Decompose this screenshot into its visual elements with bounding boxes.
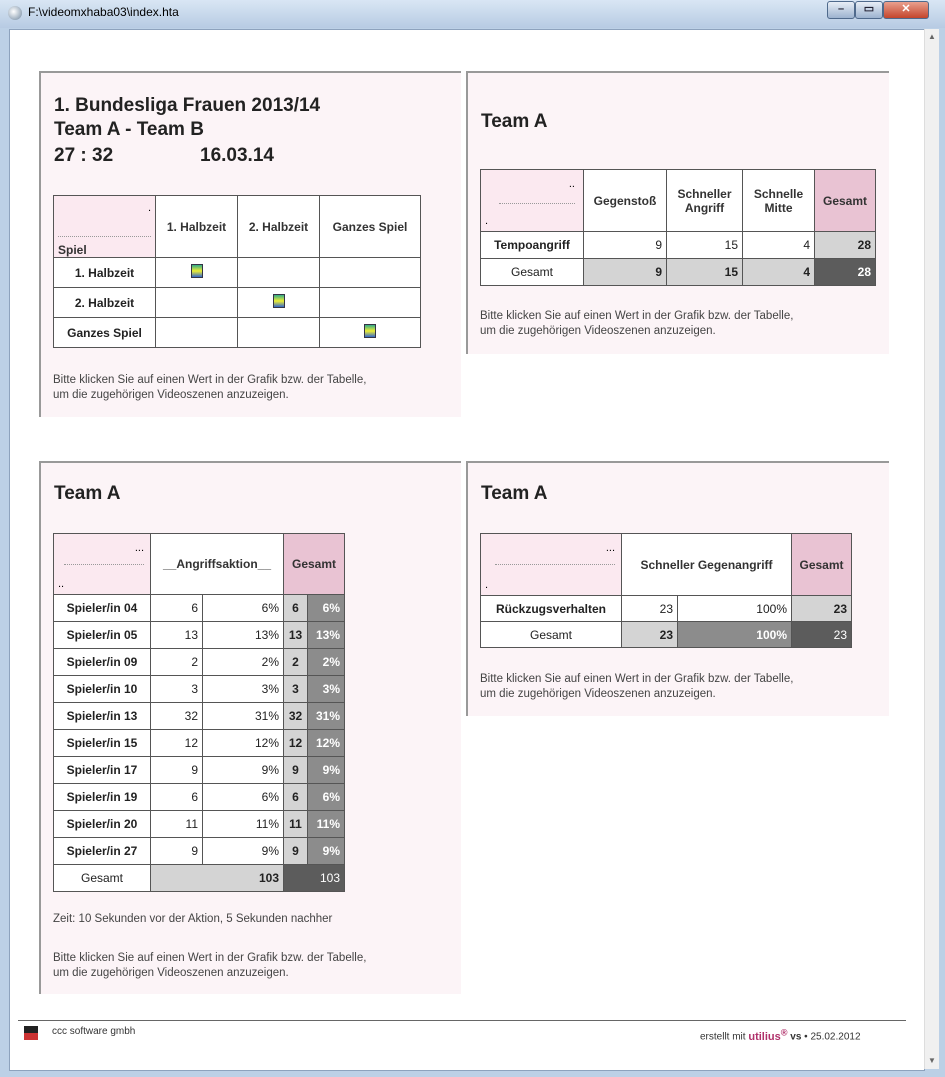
value-cell[interactable]: 3 xyxy=(151,676,203,703)
total-percent-cell[interactable]: 13% xyxy=(308,622,345,649)
table-row xyxy=(54,622,345,649)
app-icon xyxy=(8,6,22,20)
time-note: Zeit: 10 Sekunden vor der Aktion, 5 Sekunden nachher xyxy=(53,913,333,925)
value-cell[interactable]: 32 xyxy=(151,703,203,730)
total-cell[interactable]: 9 xyxy=(284,838,308,865)
grand-total-cell[interactable]: 103 xyxy=(284,865,345,892)
video-cell[interactable] xyxy=(320,318,421,348)
panel-title: Team A xyxy=(481,483,548,504)
row-label: Spieler/in 27 xyxy=(54,838,151,865)
row-label: Rückzugsverhalten xyxy=(481,596,622,622)
total-percent-cell[interactable]: 9% xyxy=(308,838,345,865)
hint-text: Bitte klicken Sie auf einen Wert in der Grafik bzw. der Tabelle, um die zugehörigen Videoszenen anzuzeigen. xyxy=(480,673,794,700)
table-row xyxy=(54,730,345,757)
gegenangriff-table xyxy=(480,533,852,648)
total-row-label: Gesamt xyxy=(481,259,584,286)
row-label: Spieler/in 04 xyxy=(54,595,151,622)
row-label: Spieler/in 10 xyxy=(54,676,151,703)
total-row-label: Gesamt xyxy=(481,622,622,648)
total-cell[interactable]: 12 xyxy=(284,730,308,757)
total-cell[interactable]: 4 xyxy=(743,259,815,286)
hint-text: Bitte klicken Sie auf einen Wert in der Grafik bzw. der Tabelle, um die zugehörigen Videoszenen anzuzeigen. xyxy=(53,952,367,979)
total-cell[interactable]: 32 xyxy=(284,703,308,730)
percent-cell[interactable]: 6% xyxy=(203,595,284,622)
video-cell[interactable] xyxy=(156,258,238,288)
total-cell[interactable]: 2 xyxy=(284,649,308,676)
title-bar[interactable] xyxy=(0,0,945,28)
table-row xyxy=(54,676,345,703)
match-teams: Team A - Team B xyxy=(54,119,204,140)
percent-cell[interactable]: 3% xyxy=(203,676,284,703)
value-cell[interactable]: 6 xyxy=(151,595,203,622)
row-label: Spieler/in 17 xyxy=(54,757,151,784)
total-row-label: Gesamt xyxy=(54,865,151,892)
table-row xyxy=(54,703,345,730)
column-header: Schnelle Mitte xyxy=(743,170,815,232)
tempoangriff-panel xyxy=(466,71,889,354)
value-cell[interactable]: 23 xyxy=(622,596,678,622)
total-percent-cell[interactable]: 2% xyxy=(308,649,345,676)
percent-cell[interactable]: 9% xyxy=(203,838,284,865)
maximize-button[interactable]: ▭ xyxy=(855,1,883,19)
angriffsaktion-table xyxy=(53,533,345,892)
total-percent-cell[interactable]: 6% xyxy=(308,784,345,811)
total-cell[interactable]: 103 xyxy=(151,865,284,892)
percent-cell[interactable]: 100% xyxy=(678,596,792,622)
total-cell[interactable]: 28 xyxy=(815,232,876,259)
value-cell[interactable]: 6 xyxy=(151,784,203,811)
value-cell[interactable]: 11 xyxy=(151,811,203,838)
table-row xyxy=(54,784,345,811)
total-percent-cell[interactable]: 11% xyxy=(308,811,345,838)
column-header: 1. Halbzeit xyxy=(156,196,238,258)
scroll-up-icon[interactable]: ▲ xyxy=(928,32,936,41)
table-row xyxy=(54,649,345,676)
empty-cell xyxy=(238,258,320,288)
video-icon[interactable] xyxy=(273,294,285,308)
total-column-header: Gesamt xyxy=(815,170,876,232)
grand-total-cell[interactable]: 28 xyxy=(815,259,876,286)
tempoangriff-table xyxy=(480,169,876,286)
total-row xyxy=(54,865,345,892)
percent-cell[interactable]: 13% xyxy=(203,622,284,649)
row-label: 2. Halbzeit xyxy=(54,288,156,318)
table-corner: .. . xyxy=(481,170,584,232)
match-date: 16.03.14 xyxy=(200,145,274,166)
total-cell[interactable]: 23 xyxy=(622,622,678,648)
match-overview-panel xyxy=(39,71,461,417)
total-cell[interactable]: 15 xyxy=(667,259,743,286)
percent-cell[interactable]: 31% xyxy=(203,703,284,730)
video-cell[interactable] xyxy=(238,288,320,318)
window-title: F:\videomxhaba03\index.hta xyxy=(28,5,179,19)
row-label: Spieler/in 15 xyxy=(54,730,151,757)
value-cell[interactable]: 12 xyxy=(151,730,203,757)
total-column-header: Gesamt xyxy=(792,534,852,596)
vertical-scrollbar[interactable] xyxy=(924,29,939,1069)
league-title: 1. Bundesliga Frauen 2013/14 xyxy=(54,95,321,116)
row-label: 1. Halbzeit xyxy=(54,258,156,288)
empty-cell xyxy=(320,288,421,318)
table-row xyxy=(54,811,345,838)
row-label: Spieler/in 09 xyxy=(54,649,151,676)
brand-name[interactable]: utilius® xyxy=(748,1027,788,1043)
value-cell[interactable]: 9 xyxy=(151,757,203,784)
footer-divider xyxy=(18,1020,906,1021)
column-header: 2. Halbzeit xyxy=(238,196,320,258)
total-cell[interactable]: 9 xyxy=(584,259,667,286)
row-label: Spieler/in 05 xyxy=(54,622,151,649)
percent-cell[interactable]: 11% xyxy=(203,811,284,838)
total-cell[interactable]: 6 xyxy=(284,784,308,811)
column-header: Schneller Gegenangriff xyxy=(622,534,792,596)
total-percent-cell[interactable]: 12% xyxy=(308,730,345,757)
empty-cell xyxy=(238,318,320,348)
minimize-button[interactable]: – xyxy=(827,1,855,19)
company-logo-icon xyxy=(24,1026,38,1040)
value-cell[interactable]: 9 xyxy=(584,232,667,259)
grand-total-cell[interactable]: 23 xyxy=(792,622,852,648)
scroll-down-icon[interactable]: ▼ xyxy=(928,1056,936,1065)
percent-cell[interactable]: 9% xyxy=(203,757,284,784)
empty-cell xyxy=(156,318,238,348)
value-cell[interactable]: 13 xyxy=(151,622,203,649)
total-percent-cell[interactable]: 100% xyxy=(678,622,792,648)
footer-credit: erstellt mit utilius® vs • 25.02.2012 xyxy=(700,1027,861,1043)
empty-cell xyxy=(156,288,238,318)
total-column-header: Gesamt xyxy=(284,534,345,595)
total-percent-cell[interactable]: 6% xyxy=(308,595,345,622)
video-icon[interactable] xyxy=(364,324,376,338)
total-cell[interactable]: 3 xyxy=(284,676,308,703)
total-percent-cell[interactable]: 3% xyxy=(308,676,345,703)
total-cell[interactable]: 6 xyxy=(284,595,308,622)
company-name: ccc software gmbh xyxy=(52,1026,136,1037)
total-cell[interactable]: 9 xyxy=(284,757,308,784)
panel-title: Team A xyxy=(54,483,121,504)
halftime-table xyxy=(53,195,421,348)
total-percent-cell[interactable]: 31% xyxy=(308,703,345,730)
table-corner: ... .. xyxy=(54,534,151,595)
column-header: __Angriffsaktion__ xyxy=(151,534,284,595)
column-header: Schneller Angriff xyxy=(667,170,743,232)
total-cell[interactable]: 13 xyxy=(284,622,308,649)
hint-text: Bitte klicken Sie auf einen Wert in der Grafik bzw. der Tabelle, um die zugehörigen Videoszenen anzuzeigen. xyxy=(53,374,367,401)
percent-cell[interactable]: 6% xyxy=(203,784,284,811)
row-label: Ganzes Spiel xyxy=(54,318,156,348)
match-score: 27 : 32 xyxy=(54,145,114,166)
value-cell[interactable]: 15 xyxy=(667,232,743,259)
total-percent-cell[interactable]: 9% xyxy=(308,757,345,784)
row-label: Spieler/in 13 xyxy=(54,703,151,730)
table-corner: ... . xyxy=(481,534,622,596)
row-label: Spieler/in 20 xyxy=(54,811,151,838)
row-label: Tempoangriff xyxy=(481,232,584,259)
hint-text: Bitte klicken Sie auf einen Wert in der Grafik bzw. der Tabelle, um die zugehörigen Videoszenen anzuzeigen. xyxy=(480,310,794,337)
total-cell[interactable]: 23 xyxy=(792,596,852,622)
total-cell[interactable]: 11 xyxy=(284,811,308,838)
table-row xyxy=(54,595,345,622)
table-corner: . Spiel xyxy=(54,196,156,258)
column-header: Gegenstoß xyxy=(584,170,667,232)
empty-cell xyxy=(320,258,421,288)
panel-title: Team A xyxy=(481,111,548,132)
row-label: Spieler/in 19 xyxy=(54,784,151,811)
close-button[interactable]: ✕ xyxy=(883,1,929,19)
value-cell[interactable]: 4 xyxy=(743,232,815,259)
gegenangriff-panel xyxy=(466,461,889,716)
table-row xyxy=(54,757,345,784)
percent-cell[interactable]: 2% xyxy=(203,649,284,676)
table-row xyxy=(54,838,345,865)
column-header: Ganzes Spiel xyxy=(320,196,421,258)
value-cell[interactable]: 9 xyxy=(151,838,203,865)
percent-cell[interactable]: 12% xyxy=(203,730,284,757)
value-cell[interactable]: 2 xyxy=(151,649,203,676)
angriffsaktion-panel xyxy=(39,461,461,994)
video-icon[interactable] xyxy=(191,264,203,278)
